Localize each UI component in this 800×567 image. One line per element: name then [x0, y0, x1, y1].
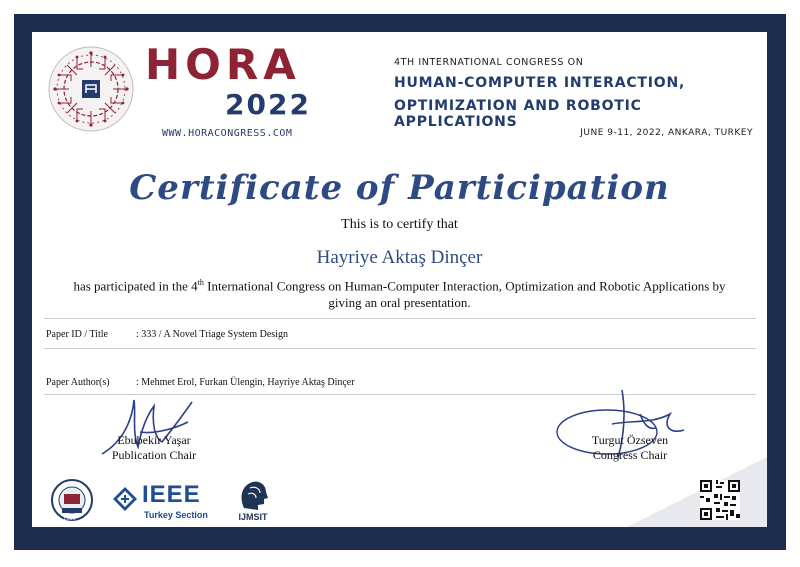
certificate-title: Certificate of Participation [129, 168, 670, 208]
participation-text-sup: th [197, 278, 204, 287]
certificate-paper [32, 32, 767, 527]
participation-text-post: International Congress on Human-Computer Interaction, Optimization and Robotic Applications by [203, 278, 726, 294]
congress-ordinal: 4TH INTERNATIONAL CONGRESS ON [394, 57, 584, 68]
brand-wordmark: HORA [145, 40, 301, 89]
participation-text [32, 274, 767, 311]
brand-year: 2022 [225, 88, 311, 121]
ijmsit-head-icon [236, 478, 270, 512]
paper-authors-value: : Mehmet Erol, Furkan Ülengin, Hayriye Aktaş Dinçer [136, 377, 355, 388]
signature-block-left [94, 433, 214, 463]
divider-top [44, 318, 756, 319]
divider-mid [44, 348, 756, 349]
paper-id-label: Paper ID / Title [46, 329, 108, 340]
congress-website: WWW.HORACONGRESS.COM [162, 128, 293, 139]
university-year: 1980 [63, 516, 76, 522]
ieee-label: IEEE [142, 481, 201, 508]
ijmsit-label: IJMSIT [238, 512, 268, 522]
qr-code-icon [700, 480, 740, 520]
participation-text-line2: giving an oral presentation. [328, 295, 471, 311]
ijmsit-logo [230, 478, 276, 524]
ieee-logo [112, 481, 222, 524]
hora-circuit-logo-icon [47, 45, 135, 133]
ieee-subtitle: Turkey Section [144, 510, 208, 520]
certify-text: This is to certify that [341, 217, 458, 232]
congress-name-line1: HUMAN-COMPUTER INTERACTION, [394, 75, 686, 91]
congress-name-line2: OPTIMIZATION AND ROBOTIC APPLICATIONS [394, 98, 642, 130]
right-signer-role: Congress Chair [592, 448, 668, 462]
left-signer-role: Publication Chair [111, 448, 197, 462]
ieee-diamond-icon [112, 486, 138, 512]
participation-text-pre: has participated in the 4 [73, 278, 198, 294]
recipient-name: Hayriye Aktaş Dinçer [316, 247, 483, 268]
right-signer-name: Turgut Özseven [591, 433, 669, 447]
left-signer-name: Ebubekir Yaşar [117, 433, 191, 447]
paper-id-value: : 333 / A Novel Triage System Design [136, 329, 288, 340]
corner-shade [627, 457, 767, 527]
congress-date-location: JUNE 9-11, 2022, ANKARA, TURKEY [580, 128, 753, 138]
signature-block-right [570, 433, 690, 463]
paper-authors-label: Paper Author(s) [46, 377, 110, 388]
